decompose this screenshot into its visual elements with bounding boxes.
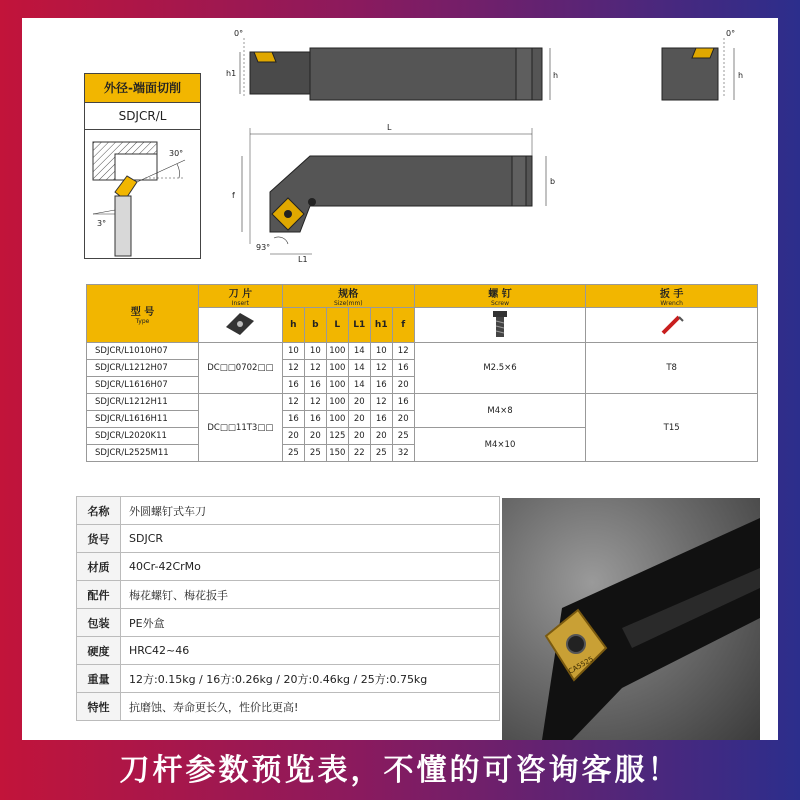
angle-zero-label-2: 0° [726,29,736,38]
size-col-L1: L1 [348,308,370,343]
size-col-f: f [392,308,414,343]
spec-sheet [22,18,778,740]
model-cell: SDJCR/L1616H11 [87,411,199,428]
model-cell: SDJCR/L2525M11 [87,445,199,462]
angle-3-label: 3° [97,219,107,228]
property-value: PE外盒 [121,609,500,637]
size-cell-b: 12 [304,394,326,411]
angle-93-label: 93° [256,243,271,252]
property-row [77,525,500,553]
wrench-cell: T15 [586,394,758,462]
size-cell-L: 150 [326,445,348,462]
size-cell-h: 25 [282,445,304,462]
size-col-L: L [326,308,348,343]
table-row [87,343,758,360]
size-cell-f: 32 [392,445,414,462]
size-cell-L: 125 [326,428,348,445]
size-cell-f: 20 [392,411,414,428]
property-key: 配件 [77,581,121,609]
size-cell-L1: 14 [348,360,370,377]
angle-zero-label: 0° [234,29,244,38]
size-cell-b: 12 [304,360,326,377]
screw-cell: M4×10 [414,428,586,462]
property-table [76,496,500,721]
property-key: 材质 [77,553,121,581]
bottom-banner: 刀杆参数预览表，不懂的可咨询客服！ [119,753,681,788]
plan-view-drawing [212,114,572,264]
size-cell-b: 25 [304,445,326,462]
insert-marking: CA5525 [567,655,595,676]
holder-shape [115,196,131,256]
size-cell-h1: 10 [370,343,392,360]
L-label: L [387,123,392,132]
property-row [77,609,500,637]
end-view-drawing [652,26,762,106]
wrench-cell: T8 [586,343,758,394]
spec-table [86,284,758,462]
size-cell-L1: 22 [348,445,370,462]
model-cell: SDJCR/L1616H07 [87,377,199,394]
property-row [77,497,500,525]
property-row [77,693,500,721]
model-cell: SDJCR/L1212H11 [87,394,199,411]
size-cell-f: 25 [392,428,414,445]
f-label: f [232,191,235,200]
property-value: 抗磨蚀、寿命更长久，性价比更高! [121,693,500,721]
category-label: 外径-端面切削 [85,74,200,103]
size-cell-f: 20 [392,377,414,394]
size-cell-b: 20 [304,428,326,445]
insert-icon [198,308,282,343]
b-label: b [550,177,556,186]
model-cell: SDJCR/L2020K11 [87,428,199,445]
property-value: HRC42~46 [121,637,500,665]
size-cell-h: 12 [282,360,304,377]
size-col-h1: h1 [370,308,392,343]
size-cell-b: 16 [304,377,326,394]
size-col-b: b [304,308,326,343]
model-cell: SDJCR/L1010H07 [87,343,199,360]
property-row [77,553,500,581]
property-value: 外圆螺钉式车刀 [121,497,500,525]
size-header: 规格 Size(mm) [282,285,414,308]
property-key: 货号 [77,525,121,553]
title-box [84,73,201,259]
property-value: 梅花螺钉、梅花扳手 [121,581,500,609]
size-cell-h1: 25 [370,445,392,462]
property-key: 名称 [77,497,121,525]
screw-icon [414,308,586,343]
size-cell-b: 16 [304,411,326,428]
angle-30-label: 30° [169,149,184,158]
property-key: 重量 [77,665,121,693]
size-cell-h: 12 [282,394,304,411]
insert-top-shape [254,52,276,62]
property-value: 40Cr-42CrMo [121,553,500,581]
size-cell-L: 100 [326,394,348,411]
size-cell-L: 100 [326,343,348,360]
model-header: 型 号 Type [87,285,199,343]
size-cell-L1: 20 [348,411,370,428]
size-cell-h1: 16 [370,411,392,428]
model-code-label: SDJCR/L [85,103,200,130]
wrench-icon [586,308,758,343]
size-cell-f: 16 [392,360,414,377]
L1-label: L1 [298,255,308,264]
machining-diagram [85,130,200,258]
size-cell-b: 10 [304,343,326,360]
screw-header: 螺 钉 Screw [414,285,586,308]
size-cell-h: 16 [282,411,304,428]
insert-cell: DC□□11T3□□ [198,394,282,462]
size-cell-L: 100 [326,377,348,394]
size-cell-L1: 14 [348,343,370,360]
property-value: SDJCR [121,525,500,553]
size-cell-L1: 20 [348,428,370,445]
size-cell-L1: 14 [348,377,370,394]
h-side-label: h [738,71,744,80]
property-row [77,637,500,665]
size-cell-L1: 20 [348,394,370,411]
insert-header: 刀 片 Insert [198,285,282,308]
size-cell-L: 100 [326,411,348,428]
spec-table-body [87,343,758,462]
h-label: h [553,71,559,80]
screw-cell: M4×8 [414,394,586,428]
product-photo [502,498,760,740]
size-cell-L: 100 [326,360,348,377]
size-col-h: h [282,308,304,343]
screw-photo-shape [567,635,585,653]
property-value: 12方:0.15kg / 16方:0.26kg / 20方:0.46kg / 25方:0.75kg [121,665,500,693]
property-row [77,665,500,693]
property-key: 特性 [77,693,121,721]
size-cell-h1: 16 [370,377,392,394]
h1-label: h1 [226,69,237,78]
size-cell-h: 16 [282,377,304,394]
property-key: 包装 [77,609,121,637]
property-row [77,581,500,609]
size-cell-h1: 20 [370,428,392,445]
side-view-drawing [222,26,562,106]
property-key: 硬度 [77,637,121,665]
size-cell-h: 20 [282,428,304,445]
size-cell-h: 10 [282,343,304,360]
insert-cell: DC□□0702□□ [198,343,282,394]
wrench-header: 扳 手 Wrench [586,285,758,308]
size-cell-h1: 12 [370,360,392,377]
size-cell-f: 16 [392,394,414,411]
model-cell: SDJCR/L1212H07 [87,360,199,377]
table-row [87,394,758,411]
size-cell-h1: 12 [370,394,392,411]
size-cell-f: 12 [392,343,414,360]
screw-cell: M2.5×6 [414,343,586,394]
